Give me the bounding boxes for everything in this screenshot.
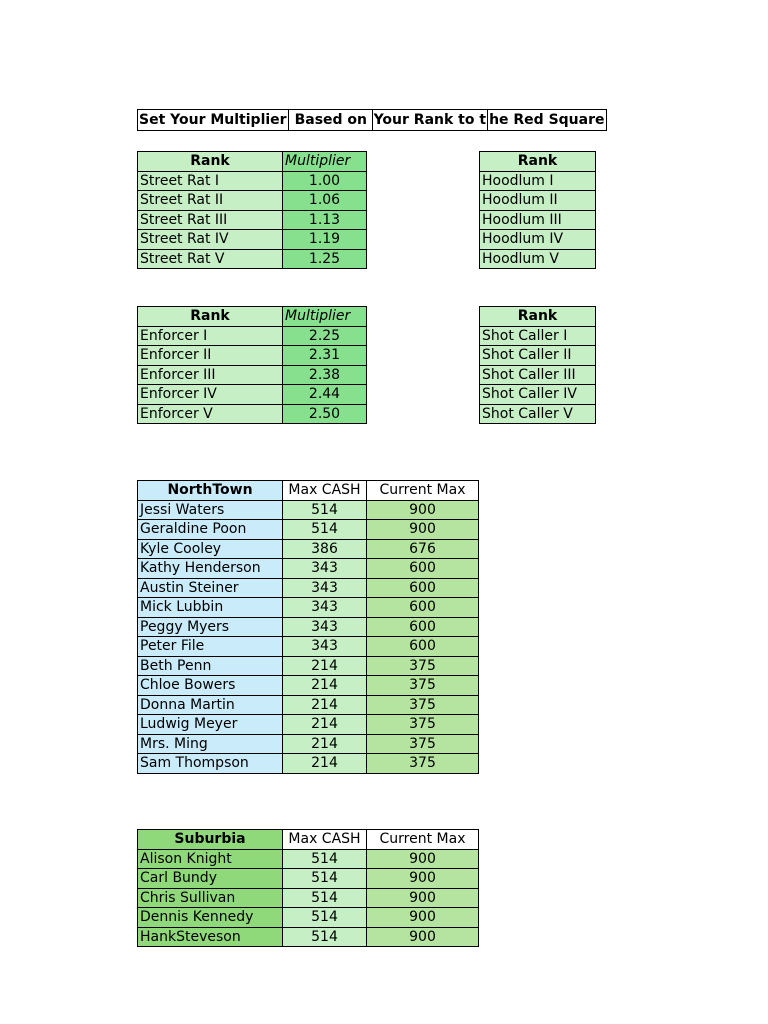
table-row — [480, 385, 596, 405]
suburbia-header[interactable]: Suburbia — [138, 830, 283, 850]
rank-cell[interactable]: Shot Caller IV — [480, 385, 596, 405]
current-max-cell[interactable]: 600 — [367, 578, 479, 598]
current-max-cell[interactable]: 375 — [367, 754, 479, 774]
player-name-cell[interactable]: Austin Steiner — [138, 578, 283, 598]
current-max-cell[interactable]: 900 — [367, 849, 479, 869]
rank-cell[interactable]: Street Rat V — [138, 249, 283, 269]
player-name-cell[interactable]: Geraldine Poon — [138, 520, 283, 540]
rank-cell[interactable]: Hoodlum V — [480, 249, 596, 269]
current-max-cell[interactable]: 900 — [367, 927, 479, 947]
player-name-cell[interactable]: Carl Bundy — [138, 869, 283, 889]
table-row — [138, 598, 479, 618]
street-rat-table — [137, 151, 367, 269]
multiplier-cell[interactable]: 1.06 — [283, 191, 367, 211]
rank-cell[interactable]: Enforcer V — [138, 404, 283, 424]
rank-cell[interactable]: Street Rat II — [138, 191, 283, 211]
rank-cell[interactable]: Hoodlum II — [480, 191, 596, 211]
table-row — [138, 888, 479, 908]
table-row — [480, 346, 596, 366]
current-max-cell[interactable]: 375 — [367, 656, 479, 676]
player-name-cell[interactable]: Ludwig Meyer — [138, 715, 283, 735]
title-cell-4[interactable]: he Red Square — [488, 110, 606, 131]
title-cell-1[interactable]: Set Your Multiplier — [138, 110, 289, 131]
max-cash-cell[interactable]: 514 — [283, 869, 367, 889]
player-name-cell[interactable]: Chloe Bowers — [138, 676, 283, 696]
table-row — [138, 754, 479, 774]
current-max-cell[interactable]: 600 — [367, 559, 479, 579]
multiplier-cell[interactable]: 1.19 — [283, 230, 367, 250]
table-row — [138, 908, 479, 928]
table-row — [480, 230, 596, 250]
max-cash-header[interactable]: Max CASH — [283, 830, 367, 850]
multiplier-header[interactable]: Multiplier — [283, 152, 367, 172]
player-name-cell[interactable]: Beth Penn — [138, 656, 283, 676]
rank-cell[interactable]: Shot Caller V — [480, 404, 596, 424]
multiplier-cell[interactable]: 1.13 — [283, 210, 367, 230]
table-row — [138, 404, 367, 424]
current-max-cell[interactable]: 900 — [367, 888, 479, 908]
table-row — [138, 191, 367, 211]
player-name-cell[interactable]: Alison Knight — [138, 849, 283, 869]
rank-header[interactable]: Rank — [138, 152, 283, 172]
max-cash-cell[interactable]: 214 — [283, 754, 367, 774]
player-name-cell[interactable]: Peggy Myers — [138, 617, 283, 637]
player-name-cell[interactable]: Sam Thompson — [138, 754, 283, 774]
multiplier-cell[interactable]: 2.50 — [283, 404, 367, 424]
rank-cell[interactable]: Shot Caller I — [480, 326, 596, 346]
max-cash-cell[interactable]: 214 — [283, 734, 367, 754]
northtown-header[interactable]: NorthTown — [138, 481, 283, 501]
rank-cell[interactable]: Enforcer II — [138, 346, 283, 366]
table-row — [480, 365, 596, 385]
northtown-body — [138, 481, 479, 774]
max-cash-cell[interactable]: 214 — [283, 676, 367, 696]
enforcer-body — [138, 307, 367, 424]
table-row — [138, 578, 479, 598]
max-cash-cell[interactable]: 514 — [283, 888, 367, 908]
max-cash-cell[interactable]: 343 — [283, 598, 367, 618]
rank-cell[interactable]: Street Rat IV — [138, 230, 283, 250]
current-max-cell[interactable]: 600 — [367, 598, 479, 618]
max-cash-cell[interactable]: 514 — [283, 500, 367, 520]
table-row — [480, 404, 596, 424]
shot-caller-body — [480, 307, 596, 424]
table-row — [480, 171, 596, 191]
max-cash-cell[interactable]: 214 — [283, 715, 367, 735]
multiplier-cell[interactable]: 1.00 — [283, 171, 367, 191]
rank-cell[interactable]: Shot Caller II — [480, 346, 596, 366]
current-max-cell[interactable]: 900 — [367, 908, 479, 928]
max-cash-header[interactable]: Max CASH — [283, 481, 367, 501]
table-row — [138, 869, 479, 889]
rank-cell[interactable]: Street Rat I — [138, 171, 283, 191]
player-name-cell[interactable]: Kathy Henderson — [138, 559, 283, 579]
rank-cell[interactable]: Enforcer I — [138, 326, 283, 346]
table-row — [138, 676, 479, 696]
current-max-cell[interactable]: 900 — [367, 869, 479, 889]
max-cash-cell[interactable]: 343 — [283, 637, 367, 657]
table-row — [480, 326, 596, 346]
player-name-cell[interactable]: Donna Martin — [138, 695, 283, 715]
table-row — [480, 210, 596, 230]
rank-cell[interactable]: Enforcer IV — [138, 385, 283, 405]
enforcer-table — [137, 306, 367, 424]
table-row — [138, 656, 479, 676]
table-row — [138, 559, 479, 579]
multiplier-cell[interactable]: 1.25 — [283, 249, 367, 269]
shot-caller-table — [479, 306, 596, 424]
current-max-cell[interactable]: 600 — [367, 617, 479, 637]
suburbia-body — [138, 830, 479, 947]
current-max-cell[interactable]: 900 — [367, 520, 479, 540]
current-max-header[interactable]: Current Max — [367, 481, 479, 501]
multiplier-cell[interactable]: 2.31 — [283, 346, 367, 366]
table-row — [138, 849, 479, 869]
max-cash-cell[interactable]: 214 — [283, 695, 367, 715]
hoodlum-table — [479, 151, 596, 269]
max-cash-cell[interactable]: 514 — [283, 908, 367, 928]
player-name-cell[interactable]: HankSteveson — [138, 927, 283, 947]
table-row — [138, 637, 479, 657]
rank-cell[interactable]: Hoodlum III — [480, 210, 596, 230]
table-row — [138, 171, 367, 191]
current-max-cell[interactable]: 900 — [367, 500, 479, 520]
table-row — [138, 715, 479, 735]
current-max-cell[interactable]: 375 — [367, 734, 479, 754]
suburbia-table — [137, 829, 479, 947]
table-row — [138, 695, 479, 715]
rank-header[interactable]: Rank — [480, 152, 596, 172]
current-max-header[interactable]: Current Max — [367, 830, 479, 850]
street-rat-body — [138, 152, 367, 269]
max-cash-cell[interactable]: 214 — [283, 656, 367, 676]
player-name-cell[interactable]: Peter File — [138, 637, 283, 657]
player-name-cell[interactable]: Mick Lubbin — [138, 598, 283, 618]
table-row — [138, 326, 367, 346]
hoodlum-body — [480, 152, 596, 269]
rank-cell[interactable]: Enforcer III — [138, 365, 283, 385]
table-row — [138, 346, 367, 366]
player-name-cell[interactable]: Kyle Cooley — [138, 539, 283, 559]
player-name-cell[interactable]: Jessi Waters — [138, 500, 283, 520]
table-row — [480, 191, 596, 211]
title-row — [137, 109, 607, 131]
rank-cell[interactable]: Shot Caller III — [480, 365, 596, 385]
rank-cell[interactable]: Hoodlum I — [480, 171, 596, 191]
player-name-cell[interactable]: Dennis Kennedy — [138, 908, 283, 928]
table-row — [138, 500, 479, 520]
current-max-cell[interactable]: 676 — [367, 539, 479, 559]
table-row — [138, 385, 367, 405]
table-row — [138, 734, 479, 754]
rank-header[interactable]: Rank — [138, 307, 283, 327]
title-cell-3[interactable]: Your Rank to t — [372, 110, 487, 131]
max-cash-cell[interactable]: 343 — [283, 578, 367, 598]
multiplier-cell[interactable]: 2.38 — [283, 365, 367, 385]
table-row — [138, 230, 367, 250]
max-cash-cell[interactable]: 386 — [283, 539, 367, 559]
table-row — [480, 249, 596, 269]
rank-cell[interactable]: Hoodlum IV — [480, 230, 596, 250]
table-row — [138, 249, 367, 269]
rank-cell[interactable]: Street Rat III — [138, 210, 283, 230]
max-cash-cell[interactable]: 514 — [283, 849, 367, 869]
max-cash-cell[interactable]: 514 — [283, 520, 367, 540]
max-cash-cell[interactable]: 514 — [283, 927, 367, 947]
player-name-cell[interactable]: Mrs. Ming — [138, 734, 283, 754]
max-cash-cell[interactable]: 343 — [283, 617, 367, 637]
multiplier-cell[interactable]: 2.44 — [283, 385, 367, 405]
current-max-cell[interactable]: 600 — [367, 637, 479, 657]
northtown-table — [137, 480, 479, 774]
multiplier-header[interactable]: Multiplier — [283, 307, 367, 327]
table-row — [138, 520, 479, 540]
current-max-cell[interactable]: 375 — [367, 695, 479, 715]
current-max-cell[interactable]: 375 — [367, 676, 479, 696]
table-row — [138, 539, 479, 559]
table-row — [138, 617, 479, 637]
player-name-cell[interactable]: Chris Sullivan — [138, 888, 283, 908]
multiplier-cell[interactable]: 2.25 — [283, 326, 367, 346]
current-max-cell[interactable]: 375 — [367, 715, 479, 735]
table-row — [138, 365, 367, 385]
table-row — [138, 927, 479, 947]
max-cash-cell[interactable]: 343 — [283, 559, 367, 579]
table-row — [138, 210, 367, 230]
title-cell-2[interactable]: Based on — [288, 110, 372, 131]
rank-header[interactable]: Rank — [480, 307, 596, 327]
